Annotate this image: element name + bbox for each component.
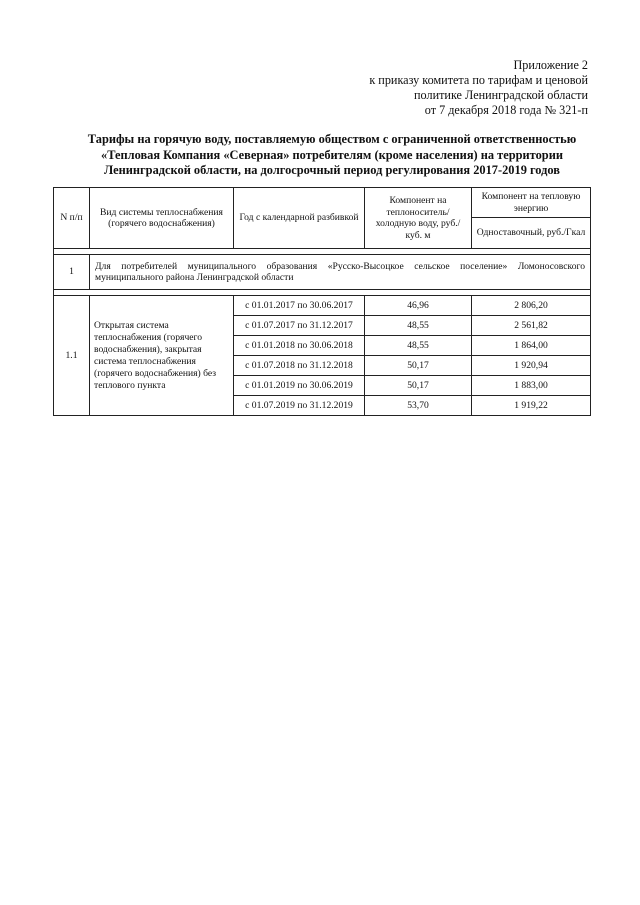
appendix-line: Приложение 2 (513, 58, 588, 72)
title-line: «Тепловая Компания «Северная» потребителям (кроме населения) на территории (101, 147, 563, 162)
section-text: Для потребителей муниципального образования «Русско-Высоцкое сельское поселение» Ломоносовского муниципального района Ленинградской области (90, 255, 591, 290)
header-energy: Компонент на тепловую энергию (472, 188, 591, 218)
row-energy: 1 920,94 (472, 356, 591, 376)
row-period: с 01.07.2019 по 31.12.2019 (234, 396, 365, 416)
row-energy: 1 864,00 (472, 336, 591, 356)
section-row (54, 255, 591, 290)
header-energy-sub: Одноставочный, руб./Гкал (472, 218, 591, 249)
document-title (40, 132, 624, 179)
row-period: с 01.07.2017 по 31.12.2017 (234, 316, 365, 336)
title-line: Тарифы на горячую воду, поставляемую обществом с ограниченной ответственностью (87, 132, 577, 146)
row-carrier: 53,70 (365, 396, 472, 416)
row-period: с 01.01.2019 по 30.06.2019 (234, 376, 365, 396)
appendix-header (369, 58, 588, 118)
group-system: Открытая система теплоснабжения (горячего водоснабжения), закрытая система теплоснабжения (горячего водоснабжения) без теплового пункта (90, 296, 234, 416)
table-row (54, 296, 591, 316)
row-energy: 1 919,22 (472, 396, 591, 416)
row-carrier: 46,96 (365, 296, 472, 316)
tariff-table (53, 187, 591, 416)
appendix-line: к приказу комитета по тарифам и ценовой (369, 73, 588, 87)
header-num: N п/п (54, 188, 90, 249)
appendix-line: от 7 декабря 2018 года № 321-п (424, 103, 588, 117)
header-system: Вид системы теплоснабжения (горячего водоснабжения) (90, 188, 234, 249)
row-period: с 01.07.2018 по 31.12.2018 (234, 356, 365, 376)
row-carrier: 48,55 (365, 316, 472, 336)
row-carrier: 50,17 (365, 376, 472, 396)
row-energy: 2 561,82 (472, 316, 591, 336)
row-energy: 1 883,00 (472, 376, 591, 396)
row-energy: 2 806,20 (472, 296, 591, 316)
row-period: с 01.01.2018 по 30.06.2018 (234, 336, 365, 356)
header-year: Год с календарной разбивкой (234, 188, 365, 249)
header-row (54, 188, 591, 218)
appendix-line: политике Ленинградской области (414, 88, 588, 102)
row-carrier: 50,17 (365, 356, 472, 376)
row-period: с 01.01.2017 по 30.06.2017 (234, 296, 365, 316)
title-line: Ленинградской области, на долгосрочный период регулирования 2017-2019 годов (103, 163, 560, 177)
header-carrier: Компонент на теплоноситель/ холодную воду, руб./куб. м (365, 188, 472, 249)
section-num: 1 (54, 255, 90, 290)
row-carrier: 48,55 (365, 336, 472, 356)
group-num: 1.1 (54, 296, 90, 416)
